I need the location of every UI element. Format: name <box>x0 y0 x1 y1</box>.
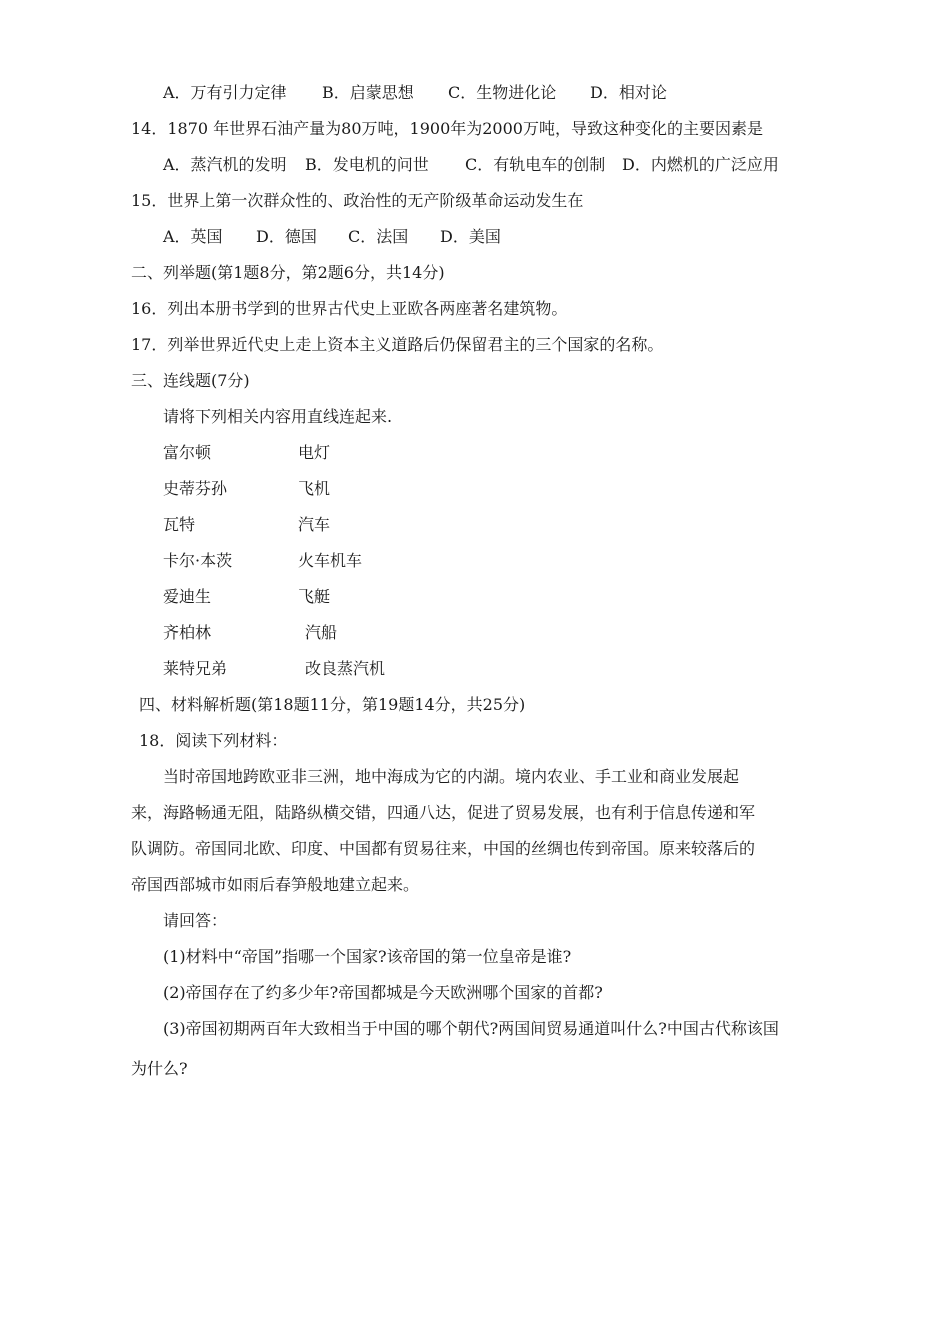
q13-option-c: C．生物进化论 <box>448 83 557 102</box>
q18-intro: 18．阅读下列材料： <box>139 731 288 750</box>
q14-option-d: D．内燃机的广泛应用 <box>622 155 779 174</box>
q13-option-a: A．万有引力定律 <box>163 83 287 102</box>
q14-option-b: B．发电机的问世 <box>305 155 429 174</box>
q18-subquestion-2: (2)帝国存在了约多少年?帝国都城是今天欧洲哪个国家的首都? <box>163 983 603 1002</box>
q14-option-a: A．蒸汽机的发明 <box>163 155 287 174</box>
q18-subquestion-1: (1)材料中“帝国”指哪一个国家?该帝国的第一位皇帝是谁? <box>163 947 572 966</box>
match-right-item: 汽车 <box>298 515 331 534</box>
q14-option-c: C．有轨电车的创制 <box>465 155 606 174</box>
q16-text: 16．列出本册书学到的世界古代史上亚欧各两座著名建筑物。 <box>131 299 568 318</box>
q13-option-d: D．相对论 <box>590 83 667 102</box>
answer-prompt: 请回答： <box>163 911 228 930</box>
section2-title: 二、列举题(第1题8分，第2题6分，共14分) <box>131 263 445 282</box>
q15-option-b: D．德国 <box>256 227 317 246</box>
match-right-item: 飞艇 <box>298 587 331 606</box>
material-line: 帝国西部城市如雨后春笋般地建立起来。 <box>131 875 420 894</box>
match-left-item: 莱特兄弟 <box>163 659 228 678</box>
q18-subquestion-3-cont: 为什么? <box>131 1059 188 1078</box>
match-right-item: 汽船 <box>305 623 338 642</box>
match-left-item: 史蒂芬孙 <box>163 479 228 498</box>
match-left-item: 齐柏林 <box>163 623 212 642</box>
q15-stem: 15．世界上第一次群众性的、政治性的无产阶级革命运动发生在 <box>131 191 584 210</box>
q15-option-c: C．法国 <box>348 227 409 246</box>
section3-title: 三、连线题(7分) <box>131 371 250 390</box>
match-right-item: 火车机车 <box>298 551 363 570</box>
section4-title: 四、材料解析题(第18题11分，第19题14分，共25分) <box>139 695 526 714</box>
q14-stem: 14．1870 年世界石油产量为80万吨，1900年为2000万吨，导致这种变化的主要因素是 <box>131 119 763 138</box>
q13-option-b: B．启蒙思想 <box>322 83 414 102</box>
material-line: 来，海路畅通无阻，陆路纵横交错，四通八达，促进了贸易发展，也有利于信息传递和军 <box>131 803 756 822</box>
q18-subquestion-3: (3)帝国初期两百年大致相当于中国的哪个朝代?两国间贸易通道叫什么?中国古代称该国 <box>163 1019 779 1038</box>
match-left-item: 卡尔·本茨 <box>163 551 233 570</box>
match-right-item: 飞机 <box>298 479 331 498</box>
section3-instruction: 请将下列相关内容用直线连起来. <box>163 407 393 426</box>
match-left-item: 瓦特 <box>163 515 196 534</box>
material-line: 当时帝国地跨欧亚非三洲，地中海成为它的内湖。境内农业、手工业和商业发展起 <box>163 767 740 786</box>
q15-option-a: A．英国 <box>163 227 223 246</box>
match-left-item: 富尔顿 <box>163 443 212 462</box>
material-line: 队调防。帝国同北欧、印度、中国都有贸易往来，中国的丝绸也传到帝国。原来较落后的 <box>131 839 756 858</box>
match-right-item: 电灯 <box>298 443 331 462</box>
q17-text: 17．列举世界近代史上走上资本主义道路后仍保留君主的三个国家的名称。 <box>131 335 664 354</box>
match-right-item: 改良蒸汽机 <box>305 659 386 678</box>
q15-option-d: D．美国 <box>440 227 501 246</box>
match-left-item: 爱迪生 <box>163 587 212 606</box>
